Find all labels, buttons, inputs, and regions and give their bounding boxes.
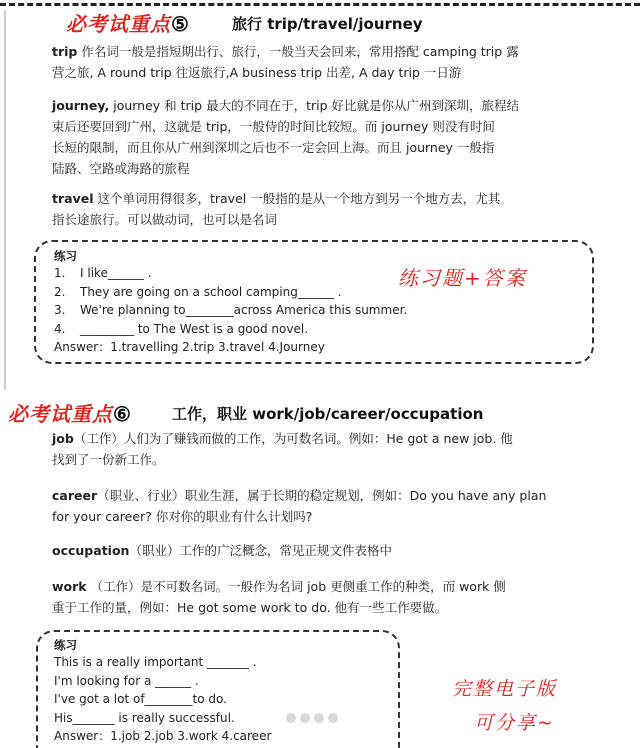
career-term: career	[52, 488, 98, 503]
trip-term: trip	[52, 44, 78, 59]
journey-paragraph: journey, journey 和 trip 最大的不同在于，trip 好比就是你从广州到深圳，旅程结 束后还要回到广州，这就是 trip，一般侍的时间比较短。而 journey 则没有时间 长短的限制，而且你从广州到深圳之后也不一定会回上海。而且 journey 一般指 陆路、空路或海路的旅程	[52, 98, 519, 176]
occupation-paragraph: occupation（职业）工作的广泛概念，常见正规文件表格中	[52, 543, 392, 558]
exercise-box-1	[34, 240, 594, 364]
journey-term: journey,	[52, 98, 110, 113]
exercise-heading: 练习	[54, 638, 77, 652]
occupation-term: occupation	[52, 543, 130, 558]
exercise-item: 4. _________ to The West is a good novel.	[54, 321, 309, 336]
answer-line: Answer：1.job 2.job 3.work 4.career	[54, 729, 272, 743]
page-dot	[328, 713, 338, 723]
exercise-box-2	[36, 630, 400, 748]
travel-term: travel	[52, 191, 94, 206]
page-dot	[286, 713, 296, 723]
section5-title: 旅行 trip/travel/journey	[232, 15, 423, 33]
exercise-item: I've got a lot of________to do.	[54, 692, 227, 706]
travel-paragraph: travel 这个单词用得很多，travel 一般指的是从一个地方到另一个地方去，尤其 指长途旅行。可以做动词，也可以是名词	[52, 191, 501, 227]
section6-title: 工作，职业 work/job/career/occupation	[172, 405, 484, 423]
top-dashed-border	[0, 3, 640, 6]
exercise-item: 3. We're planning to________across America this summer.	[54, 303, 408, 317]
job-term: job	[52, 431, 74, 446]
exercise-item: This is a really important _______ .	[54, 655, 257, 669]
page-dot	[300, 713, 310, 723]
answer-line: Answer：1.travelling 2.trip 3.travel 4.Journey	[54, 340, 325, 354]
left-margin-rule	[4, 10, 6, 390]
exercise-heading: 练习	[54, 249, 77, 263]
exercise-item: 2. They are going on a school camping______ .	[54, 284, 342, 299]
job-paragraph: job（工作）人们为了赚钱而做的工作，为可数名词。例如：He got a new job. 他 找到了一份新工作。	[52, 431, 513, 467]
share-note-line2: 可分享~	[474, 712, 555, 734]
exercise-item: I'm looking for a ______ .	[54, 673, 199, 688]
exercise-answer-note: 练习题+答案	[398, 266, 527, 290]
career-paragraph: career（职业、行业）职业生涯，属于长期的稳定规划，例如：Do you have any plan for your career? 你对你的职业有什么计划吗?	[52, 488, 547, 524]
pagination-dots	[286, 713, 338, 723]
section6-tag: 必考试重点⑥	[8, 402, 132, 426]
exercise-item: His_______ is really successful.	[54, 710, 235, 725]
page-dot	[314, 713, 324, 723]
section5-tag: 必考试重点⑤	[66, 12, 190, 36]
share-note-line1: 完整电子版	[452, 678, 558, 700]
trip-paragraph: trip 作名词一般是指短期出行、旅行，一般当天会回来，常用搭配 camping trip 露 营之旅, A round trip 往返旅行,A business trip 出差, A day trip 一日游	[52, 44, 519, 80]
exercise-item: 1. I like______ .	[54, 266, 152, 280]
work-paragraph: work （工作）是不可数名词。一般作为名词 job 更侧重工作的种类，而 work 侧 重于工作的量，例如：He got some work to do. 他有一些工作要做。	[52, 579, 506, 615]
work-term: work	[52, 579, 87, 594]
